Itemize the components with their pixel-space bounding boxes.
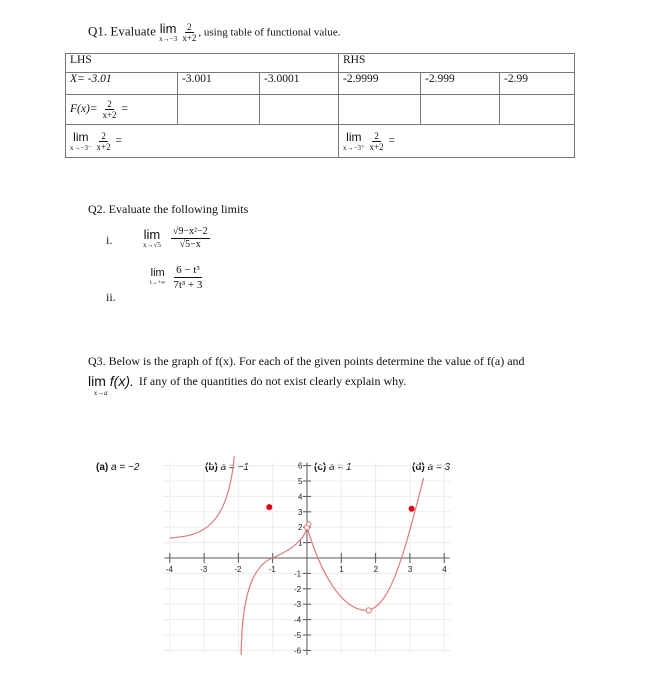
x-cell-1: -3.001 <box>178 73 260 95</box>
q1-lim-sub: x→−3 <box>159 35 178 43</box>
lhs-eq: = <box>115 134 122 147</box>
x-cell-2: -3.0001 <box>260 73 339 95</box>
q3-lim-expr: f(x). <box>109 373 134 389</box>
q2-i-lim-word: lim <box>143 227 161 242</box>
x-tick-label: 3 <box>407 565 413 574</box>
q2-ii-lim-sub: t→+∞ <box>150 280 166 286</box>
curve-left-branch <box>170 456 234 538</box>
x-tick-label: -3 <box>200 565 208 574</box>
part-b-expr: a = −1 <box>220 462 249 473</box>
q3-lim-word: lim <box>88 373 106 389</box>
part-c-expr: a = 1 <box>329 462 352 473</box>
q2-i-lim-sub: x→√5 <box>143 241 161 249</box>
q2-i-label: i. <box>106 233 113 247</box>
lhs-lim-word: lim <box>73 129 89 144</box>
open-dot <box>307 522 311 526</box>
rhs-den: x+2 <box>369 141 384 152</box>
y-tick-label: 3 <box>298 507 303 517</box>
y-tick-label: -2 <box>294 584 302 594</box>
fx-den: x+2 <box>102 110 117 120</box>
graph-axes <box>165 463 450 656</box>
rhs-eq: = <box>388 134 395 147</box>
x-cell-3: -2.9999 <box>339 73 421 95</box>
x-tick-label: -2 <box>234 565 242 574</box>
q2-i-num: √9−x²−2 <box>172 226 208 237</box>
q3-line2-rest: If any of the quantities do not exist clearly explain why. <box>138 374 407 388</box>
part-d-tag: (d) <box>412 462 425 473</box>
q2-ii-label: ii. <box>106 290 116 304</box>
graph-curves <box>170 456 424 655</box>
y-tick-label: -1 <box>294 569 302 579</box>
y-tick-label: 4 <box>298 492 303 502</box>
lhs-den: x+2 <box>96 141 111 152</box>
x-tick-label: 2 <box>373 565 379 574</box>
curve-valley-right <box>365 478 423 610</box>
part-c-tag: (c) <box>314 462 327 473</box>
y-tick-label: -5 <box>294 631 302 640</box>
curve-valley-left <box>307 527 365 610</box>
x-tick-label: 1 <box>339 565 344 574</box>
y-tick-label: 5 <box>298 477 303 486</box>
x-tick-label: -1 <box>268 565 276 574</box>
lhs-num: 2 <box>101 130 106 141</box>
x-cell-4: -2.999 <box>421 73 500 95</box>
x-tick-label: 4 <box>442 565 447 574</box>
q1-lim-word: lim <box>159 21 177 36</box>
part-a-expr: a = −2 <box>111 462 140 473</box>
y-tick-label: 2 <box>298 523 303 533</box>
rhs-lim-word: lim <box>346 129 362 144</box>
y-tick-label: -4 <box>294 615 302 625</box>
q2-ii-num: 6 − t³ <box>176 264 200 276</box>
q2-i-den: √5−x <box>179 239 201 250</box>
filled-dot <box>409 506 415 512</box>
q2-ii-lim-word: lim <box>150 267 165 279</box>
x-cell-0: X= -3.01 <box>66 73 178 95</box>
q1-suffix: , using table of functional value. <box>198 26 341 39</box>
part-d-expr: a = 3 <box>427 462 451 473</box>
rhs-lim-sub: x→−3⁺ <box>343 143 365 152</box>
fx-eq: = <box>121 103 128 116</box>
q2-title: Q2. Evaluate the following limits <box>88 202 249 216</box>
part-b-tag: (b) <box>205 462 218 473</box>
rhs-header: RHS <box>339 54 575 73</box>
fx-label: F(x)= <box>70 103 98 116</box>
q1-frac-num: 2 <box>187 22 192 32</box>
fx-num: 2 <box>107 99 112 109</box>
x-cell-5: -2.99 <box>500 73 575 95</box>
lhs-lim-sub: x→−3⁻ <box>70 143 92 152</box>
y-tick-label: -6 <box>294 646 302 656</box>
rhs-num: 2 <box>374 130 379 141</box>
y-tick-label: 1 <box>298 538 303 548</box>
part-a-tag: (a) <box>96 462 109 473</box>
lhs-header: LHS <box>66 54 339 73</box>
y-tick-label: 6 <box>298 461 303 471</box>
q3-line1: Q3. Below is the graph of f(x). For each of the given points determine the value of f(a) and <box>88 354 525 368</box>
q3-lim-sub: x→a <box>94 389 108 397</box>
q1-label: Q1. Evaluate <box>88 23 156 39</box>
open-dot <box>366 608 371 613</box>
filled-dot <box>266 504 272 510</box>
x-tick-label: -4 <box>165 565 173 574</box>
q2-ii-den: 7t³ + 3 <box>173 279 203 291</box>
q1-frac-den: x+2 <box>182 33 197 43</box>
y-tick-label: -3 <box>294 600 302 610</box>
